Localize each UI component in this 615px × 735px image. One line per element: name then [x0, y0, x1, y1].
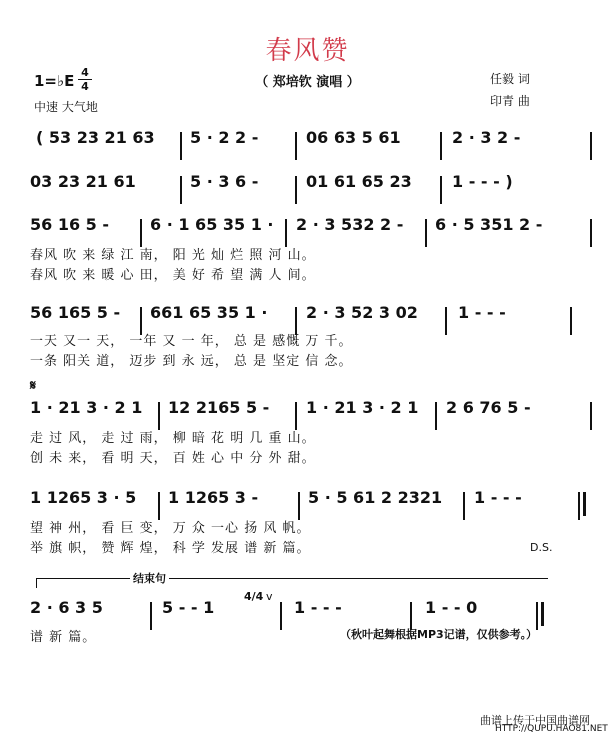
- measure: 2 · 3 2 -: [452, 128, 521, 147]
- measure: 5 · 2 2 -: [190, 128, 259, 147]
- meter-top: 4: [78, 66, 92, 80]
- lyric-line: 春风 吹 来 绿 江 南， 阳 光 灿 烂 照 河 山。: [30, 248, 316, 263]
- measure: ( 53 23 21 63: [36, 128, 155, 147]
- measure: 56 16 5 -: [30, 215, 110, 234]
- barline: [590, 132, 592, 160]
- repeat-barline: [583, 492, 586, 516]
- measure: 6 · 5 351 2 -: [435, 215, 543, 234]
- lyric-line: 一条 阳关 道， 迈步 到 永 远， 总 是 坚定 信 念。: [30, 354, 353, 369]
- barline: [590, 219, 592, 247]
- final-barline: [541, 602, 544, 626]
- measure: 1 - - -: [294, 598, 342, 617]
- lyric-line: 谱 新 篇。: [30, 630, 97, 645]
- lyric-line: 望 神 州， 看 巨 变， 万 众 一心 扬 风 帆。: [30, 521, 311, 536]
- measure: 1 - - 0: [425, 598, 478, 617]
- barline: [445, 307, 447, 335]
- measure: 5 - - 1: [162, 598, 215, 617]
- measure: 56 165 5 -: [30, 303, 121, 322]
- segno-mark: 𝄋: [30, 378, 37, 394]
- measure: 5 · 5 61 2 2321: [308, 488, 443, 507]
- measure: 661 65 35 1 ·: [150, 303, 268, 322]
- singer-credit: （ 郑培钦 演唱 ）: [255, 75, 360, 90]
- barline: [590, 402, 592, 430]
- barline: [463, 492, 465, 520]
- measure: 1 - - -: [474, 488, 522, 507]
- measure: 06 63 5 61: [306, 128, 401, 147]
- barline: [295, 402, 297, 430]
- ending-label: 结束句: [130, 570, 169, 586]
- measure: 1 · 21 3 · 2 1: [306, 398, 419, 417]
- barline: [298, 492, 300, 520]
- measure: 1 1265 3 · 5: [30, 488, 137, 507]
- barline: [158, 402, 160, 430]
- barline: [285, 219, 287, 247]
- lyric-line: 创 未 来， 看 明 天， 百 姓 心 中 分 外 甜。: [30, 451, 316, 466]
- measure: 1 1265 3 -: [168, 488, 259, 507]
- barline: [280, 602, 282, 630]
- measure: 2 · 6 3 5: [30, 598, 103, 617]
- footer-source: 曲谱上传于中国曲谱网: [480, 714, 590, 727]
- song-title: 春风赞: [265, 36, 350, 66]
- time-signature: [78, 66, 92, 93]
- measure: 1 - - -: [458, 303, 506, 322]
- transcription-note: （秋叶起舞根据MP3记谱，仅供参考。）: [340, 628, 538, 641]
- measure: 2 · 3 52 3 02: [306, 303, 418, 322]
- lyric-line: 一天 又一 天， 一年 又 一 年， 总 是 感慨 万 千。: [30, 334, 353, 349]
- dal-segno-mark: D.S.: [530, 541, 553, 554]
- score-line-1: [30, 128, 600, 168]
- footer-url: HTTP://QUPU.HAO81.NET: [495, 724, 608, 734]
- tempo-marking: 中速 大气地: [34, 100, 98, 114]
- breath-mark: v: [266, 590, 273, 603]
- meter-bottom: 4: [81, 80, 89, 93]
- barline: [435, 402, 437, 430]
- lyric-line: 春风 吹 来 暖 心 田， 美 好 希 望 满 人 间。: [30, 268, 316, 283]
- meter-change-mark: 4/4: [244, 590, 264, 603]
- barline: [140, 219, 142, 247]
- lyric-line: 举 旗 帜， 赞 辉 煌， 科 学 发展 谱 新 篇。: [30, 541, 311, 556]
- lyric-line: 走 过 风， 走 过 雨， 柳 暗 花 明 几 重 山。: [30, 431, 316, 446]
- measure: 01 61 65 23: [306, 172, 412, 191]
- barline: [440, 176, 442, 204]
- lyricist-credit: 任毅 词: [490, 72, 530, 86]
- barline: [150, 602, 152, 630]
- measure: 03 23 21 61: [30, 172, 136, 191]
- barline: [425, 219, 427, 247]
- key-signature: 1=♭E: [34, 72, 75, 90]
- measure: 1 - - - ): [452, 172, 513, 191]
- barline: [570, 307, 572, 335]
- composer-credit: 印青 曲: [490, 94, 530, 108]
- barline: [180, 132, 182, 160]
- barline: [295, 176, 297, 204]
- barline: [295, 132, 297, 160]
- measure: 2 · 3 532 2 -: [296, 215, 404, 234]
- barline: [578, 492, 580, 520]
- barline: [158, 492, 160, 520]
- measure: 2 6 76 5 -: [446, 398, 531, 417]
- ending-bracket-line: [36, 578, 548, 579]
- measure: 5 · 3 6 -: [190, 172, 259, 191]
- measure: 12 2165 5 -: [168, 398, 270, 417]
- measure: 1 · 21 3 · 2 1: [30, 398, 143, 417]
- barline: [180, 176, 182, 204]
- ending-bracket-tick: [36, 578, 37, 588]
- measure: 6 · 1 65 35 1 ·: [150, 215, 274, 234]
- barline: [440, 132, 442, 160]
- score-line-2: [30, 172, 600, 212]
